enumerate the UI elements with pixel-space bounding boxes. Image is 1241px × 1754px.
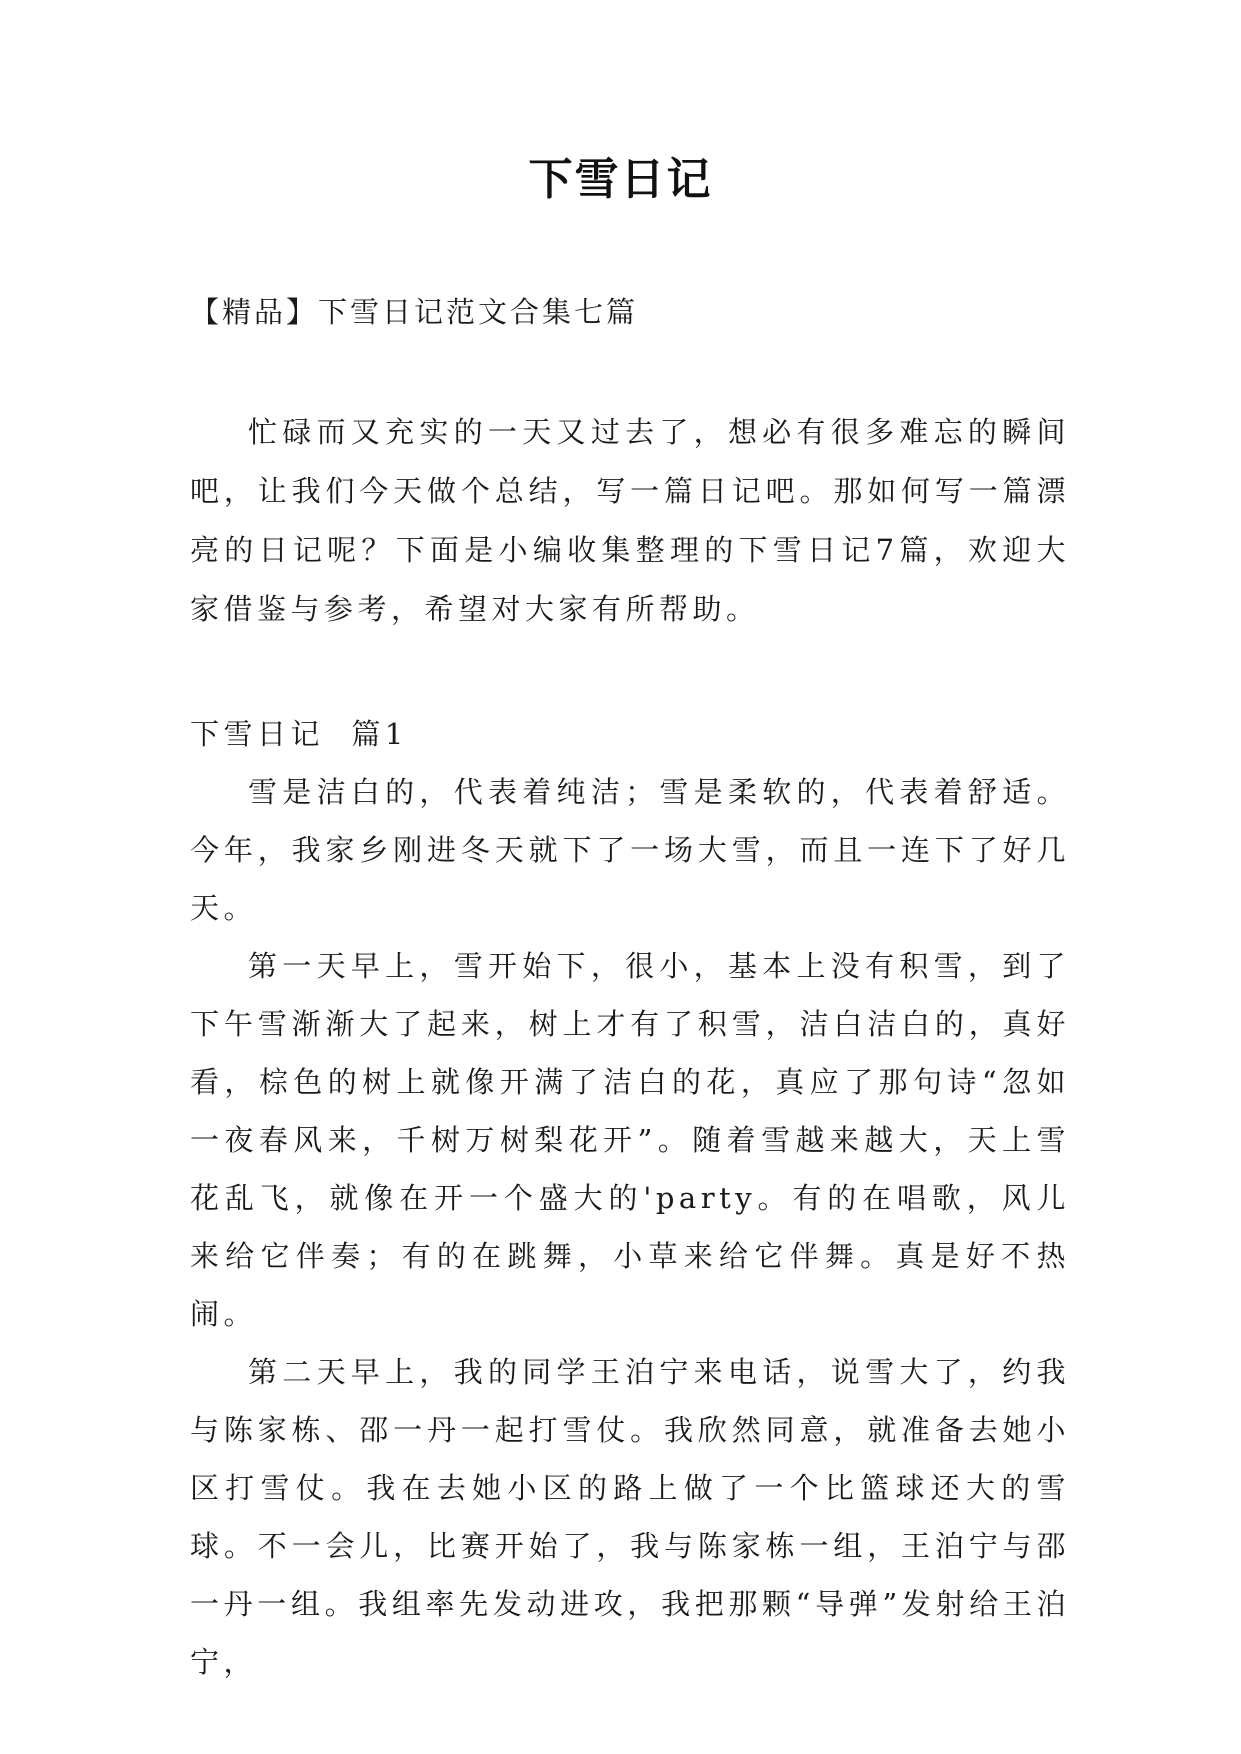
body-paragraph: 第二天早上，我的同学王泊宁来电话，说雪大了，约我与陈家栋、邵一丹一起打雪仗。我欣然同意，就准备去她小区打雪仗。我在去她小区的路上做了一个比篮球还大的雪球。不一会儿，比赛开始了，我与陈家栋一组，王泊宁与邵一丹一组。我组率先发动进攻，我把那颗“导弹”发射给王泊宁， <box>190 1355 1070 1679</box>
document-subtitle: 【精品】下雪日记范文合集七篇 <box>190 295 639 329</box>
section-1 <box>190 705 1070 1691</box>
intro-paragraph: 忙碌而又充实的一天又过去了，想必有很多难忘的瞬间吧，让我们今天做个总结，写一篇日记吧。那如何写一篇漂亮的日记呢？下面是小编收集整理的下雪日记7篇，欢迎大家借鉴与参考，希望对大家有所帮助。 <box>190 415 1070 626</box>
intro-block <box>190 403 1070 639</box>
body-paragraph: 第一天早上，雪开始下，很小，基本上没有积雪，到了下午雪渐渐大了起来，树上才有了积雪，洁白洁白的，真好看，棕色的树上就像开满了洁白的花，真应了那句诗“忽如一夜春风来，千树万树梨花开”。随着雪越来越大，天上雪花乱飞，就像在开一个盛大的'party。有的在唱歌，风儿来给它伴奏；有的在跳舞，小草来给它伴舞。真是好不热闹。 <box>190 949 1070 1331</box>
document-title: 下雪日记 <box>528 154 713 205</box>
body-paragraph: 雪是洁白的，代表着纯洁；雪是柔软的，代表着舒适。今年，我家乡刚进冬天就下了一场大雪，而且一连下了好几天。 <box>190 775 1070 925</box>
section-heading: 下雪日记 篇1 <box>190 717 408 751</box>
